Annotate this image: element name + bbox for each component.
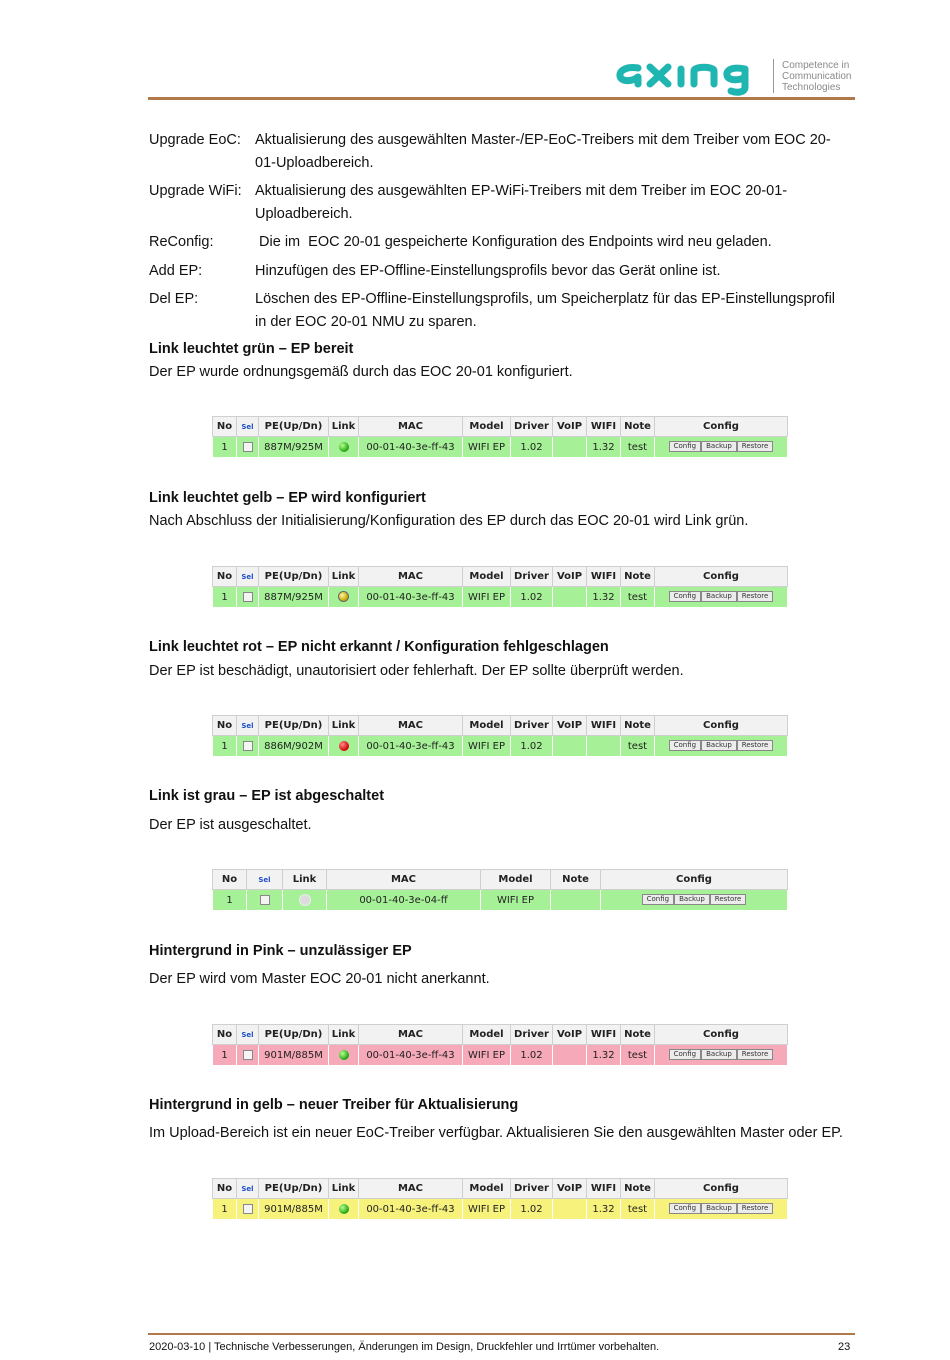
- ep-table-red-led: [212, 715, 788, 757]
- cell-mac: 00-01-40-3e-ff-43: [359, 437, 463, 458]
- cell-sel: [237, 587, 259, 608]
- cell-link: [283, 890, 327, 911]
- col-no: No: [213, 417, 237, 437]
- cell-driver: 1.02: [511, 437, 553, 458]
- logo-tagline: [782, 60, 851, 93]
- backup-button[interactable]: Backup: [701, 1203, 737, 1214]
- section-text-green: Der EP wurde ordnungsgemäß durch das EOC 20-01 konfiguriert.: [149, 364, 573, 380]
- cell-wifi: 1.32: [587, 587, 621, 608]
- col-model: Model: [463, 1025, 511, 1045]
- col-model: Model: [463, 567, 511, 587]
- config-button[interactable]: Config: [669, 1203, 701, 1214]
- cell-mac: 00-01-40-3e-ff-43: [359, 1199, 463, 1220]
- col-link: Link: [329, 1179, 359, 1199]
- cell-sel: [237, 1045, 259, 1066]
- cell-no: 1: [213, 890, 247, 911]
- cell-link: [329, 1199, 359, 1220]
- cell-config: [655, 437, 788, 458]
- cell-no: 1: [213, 1045, 237, 1066]
- cell-link: [329, 736, 359, 757]
- table-row: [213, 587, 788, 608]
- backup-button[interactable]: Backup: [674, 894, 710, 905]
- cell-note: test: [621, 1199, 655, 1220]
- section-text-red-led: Der EP ist beschädigt, unautorisiert oder fehlerhaft. Der EP sollte überprüft werden.: [149, 663, 684, 679]
- col-driver: Driver: [511, 417, 553, 437]
- col-pe: PE(Up/Dn): [259, 1179, 329, 1199]
- col-link: Link: [329, 716, 359, 736]
- tagline-line: Technologies: [782, 82, 841, 93]
- col-note: Note: [621, 567, 655, 587]
- col-note: Note: [621, 417, 655, 437]
- header-rule: [148, 97, 855, 100]
- col-config: Config: [655, 417, 788, 437]
- backup-button[interactable]: Backup: [701, 591, 737, 602]
- section-heading-green: Link leuchtet grün – EP bereit: [149, 341, 354, 357]
- cell-voip: [553, 587, 587, 608]
- col-driver: Driver: [511, 1179, 553, 1199]
- definition-term: Upgrade WiFi:: [149, 183, 242, 199]
- cell-config: [655, 587, 788, 608]
- col-voip: VoIP: [553, 1025, 587, 1045]
- cell-voip: [553, 437, 587, 458]
- cell-mac: 00-01-40-3e-ff-43: [359, 736, 463, 757]
- col-wifi: WIFI: [587, 417, 621, 437]
- tagline-line: Communication: [782, 71, 852, 82]
- cell-config: [655, 1045, 788, 1066]
- section-heading-pink: Hintergrund in Pink – unzulässiger EP: [149, 943, 412, 959]
- col-sel: Sel: [247, 870, 283, 890]
- ep-table-yellow-bg: [212, 1178, 788, 1220]
- cell-sel: [237, 736, 259, 757]
- definition-term: ReConfig:: [149, 234, 214, 250]
- cell-model: WIFI EP: [463, 736, 511, 757]
- col-wifi: WIFI: [587, 716, 621, 736]
- select-checkbox[interactable]: [243, 1204, 253, 1214]
- cell-model: WIFI EP: [463, 1199, 511, 1220]
- section-heading-yellow-led: Link leuchtet gelb – EP wird konfiguriert: [149, 490, 426, 506]
- page-number: 23: [838, 1341, 851, 1353]
- col-driver: Driver: [511, 567, 553, 587]
- col-sel: Sel: [237, 716, 259, 736]
- col-config: Config: [601, 870, 788, 890]
- col-note: Note: [621, 1179, 655, 1199]
- cell-mac: 00-01-40-3e-ff-43: [359, 1045, 463, 1066]
- cell-voip: [553, 1199, 587, 1220]
- tagline-line: Competence in: [782, 60, 850, 71]
- restore-button[interactable]: Restore: [737, 740, 774, 751]
- cell-pe: 886M/902M: [259, 736, 329, 757]
- col-pe: PE(Up/Dn): [259, 1025, 329, 1045]
- col-pe: PE(Up/Dn): [259, 417, 329, 437]
- col-no: No: [213, 716, 237, 736]
- section-heading-yellow-bg: Hintergrund in gelb – neuer Treiber für Aktualisierung: [149, 1097, 519, 1113]
- cell-no: 1: [213, 587, 237, 608]
- select-checkbox[interactable]: [243, 1050, 253, 1060]
- cell-model: WIFI EP: [463, 1045, 511, 1066]
- table-row: [213, 1199, 788, 1220]
- cell-no: 1: [213, 437, 237, 458]
- col-config: Config: [655, 1179, 788, 1199]
- col-sel: Sel: [237, 567, 259, 587]
- ep-table-pink: [212, 1024, 788, 1066]
- footer-text: 2020-03-10 | Technische Verbesserungen, Änderungen im Design, Druckfehler und Irrtümer vorbehalten.: [149, 1341, 660, 1353]
- cell-model: WIFI EP: [463, 587, 511, 608]
- col-voip: VoIP: [553, 417, 587, 437]
- logo-divider: [773, 59, 774, 93]
- col-model: Model: [463, 1179, 511, 1199]
- section-text-yellow-bg: Im Upload-Bereich ist ein neuer EoC-Treiber verfügbar. Aktualisieren Sie den ausgewählten Master oder EP.: [149, 1125, 843, 1141]
- col-note: Note: [551, 870, 601, 890]
- section-heading-grey-led: Link ist grau – EP ist abgeschaltet: [149, 788, 385, 804]
- select-checkbox[interactable]: [243, 592, 253, 602]
- definition-desc: Löschen des EP-Offline-Einstellungsprofils, um Speicherplatz für das EP-Einstellungsprofil in der EOC 20-01 NMU zu sparen.: [255, 291, 836, 330]
- cell-no: 1: [213, 736, 237, 757]
- col-sel: Sel: [237, 1025, 259, 1045]
- cell-link: [329, 1045, 359, 1066]
- col-config: Config: [655, 716, 788, 736]
- cell-voip: [553, 736, 587, 757]
- backup-button[interactable]: Backup: [701, 740, 737, 751]
- col-link: Link: [329, 567, 359, 587]
- cell-driver: 1.02: [511, 1199, 553, 1220]
- col-sel: Sel: [237, 1179, 259, 1199]
- col-mac: MAC: [359, 417, 463, 437]
- cell-link: [329, 437, 359, 458]
- backup-button[interactable]: Backup: [701, 1049, 737, 1060]
- restore-button[interactable]: Restore: [710, 894, 747, 905]
- cell-wifi: 1.32: [587, 1199, 621, 1220]
- col-voip: VoIP: [553, 716, 587, 736]
- cell-sel: [237, 1199, 259, 1220]
- col-mac: MAC: [327, 870, 481, 890]
- cell-pe: 901M/885M: [259, 1045, 329, 1066]
- cell-voip: [553, 1045, 587, 1066]
- cell-driver: 1.02: [511, 736, 553, 757]
- table-row: [213, 1045, 788, 1066]
- restore-button[interactable]: Restore: [737, 591, 774, 602]
- col-config: Config: [655, 1025, 788, 1045]
- definition-desc: Aktualisierung des ausgewählten Master-/EP-EoC-Treibers mit dem Treiber vom EOC 20-01-Uploadbereich.: [255, 132, 831, 171]
- col-pe: PE(Up/Dn): [259, 716, 329, 736]
- col-voip: VoIP: [553, 1179, 587, 1199]
- link-status-red-icon: [339, 741, 349, 751]
- table-header-row: [213, 1179, 788, 1199]
- cell-mac: 00-01-40-3e-ff-43: [359, 587, 463, 608]
- cell-config: [655, 736, 788, 757]
- footer-rule: [148, 1333, 855, 1335]
- col-no: No: [213, 870, 247, 890]
- section-heading-red-led: Link leuchtet rot – EP nicht erkannt / Konfiguration fehlgeschlagen: [149, 639, 609, 655]
- definition-term: Del EP:: [149, 291, 199, 307]
- col-link: Link: [283, 870, 327, 890]
- config-button[interactable]: Config: [669, 441, 701, 452]
- col-model: Model: [463, 716, 511, 736]
- col-note: Note: [621, 716, 655, 736]
- cell-wifi: [587, 736, 621, 757]
- table-header-row: [213, 567, 788, 587]
- col-sel: Sel: [237, 417, 259, 437]
- definition-desc: Hinzufügen des EP-Offline-Einstellungsprofils bevor das Gerät online ist.: [255, 263, 721, 279]
- col-wifi: WIFI: [587, 567, 621, 587]
- ep-table-green: [212, 416, 788, 458]
- link-status-yellow-icon: [338, 591, 349, 602]
- col-no: No: [213, 567, 237, 587]
- config-button[interactable]: Config: [669, 1049, 701, 1060]
- definition-term: Add EP:: [149, 263, 203, 279]
- cell-note: test: [621, 1045, 655, 1066]
- link-status-green-icon: [339, 1050, 349, 1060]
- col-mac: MAC: [359, 1179, 463, 1199]
- col-voip: VoIP: [553, 567, 587, 587]
- select-checkbox[interactable]: [260, 895, 270, 905]
- cell-sel: [237, 437, 259, 458]
- col-mac: MAC: [359, 567, 463, 587]
- col-note: Note: [621, 1025, 655, 1045]
- restore-button[interactable]: Restore: [737, 441, 774, 452]
- cell-mac: 00-01-40-3e-04-ff: [327, 890, 481, 911]
- col-mac: MAC: [359, 1025, 463, 1045]
- select-checkbox[interactable]: [243, 442, 253, 452]
- table-header-row: [213, 716, 788, 736]
- col-pe: PE(Up/Dn): [259, 567, 329, 587]
- link-status-green-icon: [339, 442, 349, 452]
- col-wifi: WIFI: [587, 1179, 621, 1199]
- col-link: Link: [329, 1025, 359, 1045]
- table-row: [213, 437, 788, 458]
- link-status-grey-icon: [299, 894, 311, 906]
- cell-model: WIFI EP: [481, 890, 551, 911]
- cell-note: test: [621, 437, 655, 458]
- config-button[interactable]: Config: [642, 894, 674, 905]
- definition-term: Upgrade EoC:: [149, 132, 241, 148]
- table-header-row: [213, 1025, 788, 1045]
- col-driver: Driver: [511, 1025, 553, 1045]
- section-text-yellow-led: Nach Abschluss der Initialisierung/Konfiguration des EP durch das EOC 20-01 wird Link grün.: [149, 513, 749, 529]
- cell-pe: 887M/925M: [259, 437, 329, 458]
- cell-no: 1: [213, 1199, 237, 1220]
- col-model: Model: [463, 417, 511, 437]
- cell-link: [329, 587, 359, 608]
- cell-pe: 887M/925M: [259, 587, 329, 608]
- config-button[interactable]: Config: [669, 591, 701, 602]
- ep-table-yellow-led: [212, 566, 788, 608]
- restore-button[interactable]: Restore: [737, 1203, 774, 1214]
- col-link: Link: [329, 417, 359, 437]
- table-header-row: [213, 870, 788, 890]
- definition-desc: Die im EOC 20-01 gespeicherte Konfiguration des Endpoints wird neu geladen.: [255, 234, 772, 250]
- section-text-grey-led: Der EP ist ausgeschaltet.: [149, 817, 312, 833]
- link-status-green-icon: [339, 1204, 349, 1214]
- cell-note: test: [621, 736, 655, 757]
- ep-table-grey-led: [212, 869, 788, 911]
- table-row: [213, 736, 788, 757]
- axing-logo-mark: [612, 57, 770, 97]
- backup-button[interactable]: Backup: [701, 441, 737, 452]
- cell-driver: 1.02: [511, 587, 553, 608]
- col-config: Config: [655, 567, 788, 587]
- col-model: Model: [481, 870, 551, 890]
- cell-note: test: [621, 587, 655, 608]
- col-mac: MAC: [359, 716, 463, 736]
- col-no: No: [213, 1025, 237, 1045]
- col-no: No: [213, 1179, 237, 1199]
- cell-driver: 1.02: [511, 1045, 553, 1066]
- table-row: [213, 890, 788, 911]
- definition-desc: Aktualisierung des ausgewählten EP-WiFi-Treibers mit dem Treiber im EOC 20-01-Uploadbereich.: [255, 183, 788, 222]
- restore-button[interactable]: Restore: [737, 1049, 774, 1060]
- cell-sel: [247, 890, 283, 911]
- table-header-row: [213, 417, 788, 437]
- config-button[interactable]: Config: [669, 740, 701, 751]
- select-checkbox[interactable]: [243, 741, 253, 751]
- cell-config: [601, 890, 788, 911]
- cell-wifi: 1.32: [587, 437, 621, 458]
- cell-pe: 901M/885M: [259, 1199, 329, 1220]
- col-driver: Driver: [511, 716, 553, 736]
- cell-note: [551, 890, 601, 911]
- cell-config: [655, 1199, 788, 1220]
- section-text-pink: Der EP wird vom Master EOC 20-01 nicht anerkannt.: [149, 971, 490, 987]
- col-wifi: WIFI: [587, 1025, 621, 1045]
- cell-model: WIFI EP: [463, 437, 511, 458]
- cell-wifi: 1.32: [587, 1045, 621, 1066]
